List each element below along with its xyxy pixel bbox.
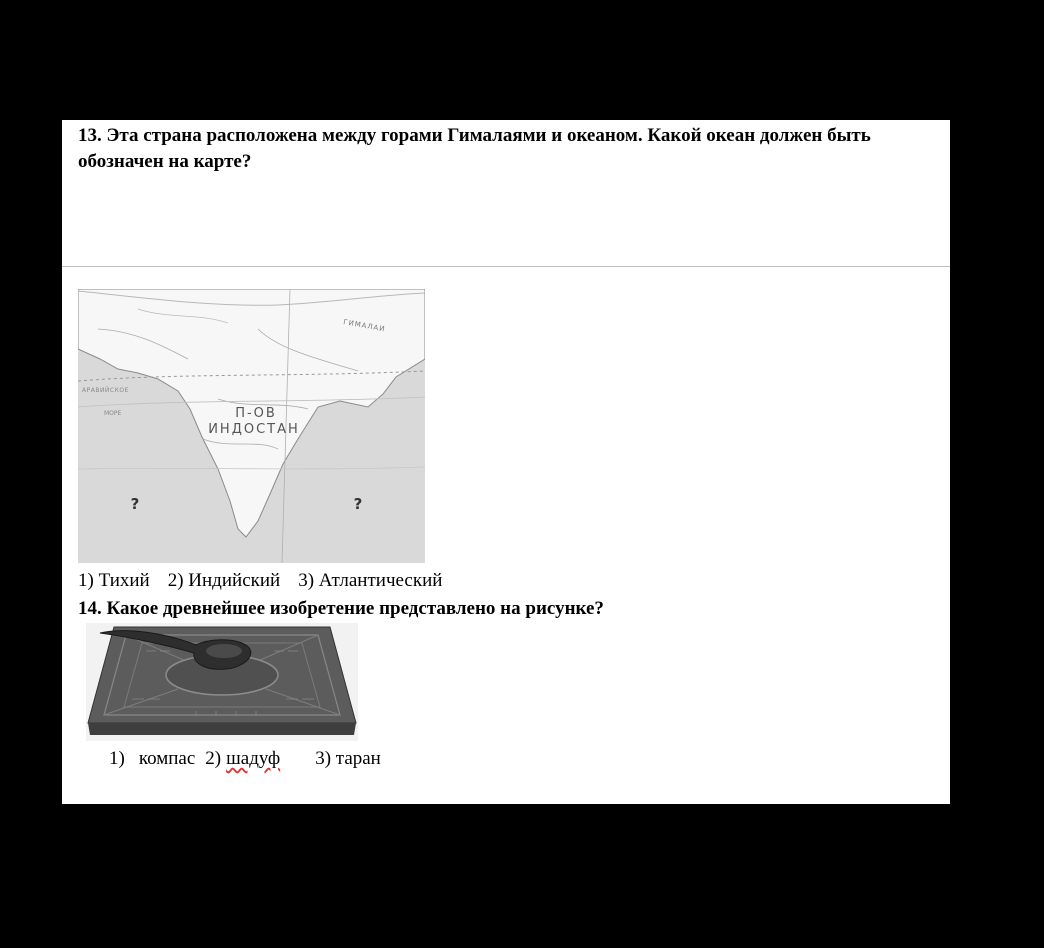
ocean-question-mark-right: ?	[353, 495, 363, 513]
peninsula-label-2: ИНДОСТАН	[208, 422, 300, 437]
question-14-title: 14. Какое древнейшее изобретение представлено на рисунке?	[78, 598, 604, 619]
question-13-title: 13. Эта страна расположена между горами Гималаями и океаном. Какой океан должен быть обозначен на карте?	[78, 125, 871, 172]
himalaya-label: ГИМАЛАИ	[342, 318, 387, 334]
peninsula-label-1: П-ОВ	[235, 406, 277, 421]
q14-answer-2-number: 2)	[205, 748, 222, 769]
arabian-sea-label-1: АРАВИЙСКОЕ	[82, 387, 129, 394]
compass-image	[86, 623, 358, 741]
q13-answer-1: 1) Тихий	[78, 570, 150, 591]
q14-answer-1-text: компас	[138, 748, 196, 769]
question-13-answers	[78, 570, 442, 592]
q13-answer-2: 2) Индийский	[167, 570, 281, 591]
india-map	[78, 289, 425, 563]
q14-answer-2-text: шадуф	[226, 748, 281, 769]
ocean-question-mark-left: ?	[130, 495, 140, 513]
question-13-header-block	[62, 120, 950, 266]
q13-answer-3: 3) Атлантический	[298, 570, 443, 591]
question-block	[62, 267, 950, 804]
q14-answer-1-number: 1)	[109, 748, 125, 769]
question-14-answers	[109, 748, 381, 770]
arabian-sea-label-2: МОРЕ	[104, 410, 122, 417]
q14-answer-3: 3) таран	[315, 748, 381, 769]
